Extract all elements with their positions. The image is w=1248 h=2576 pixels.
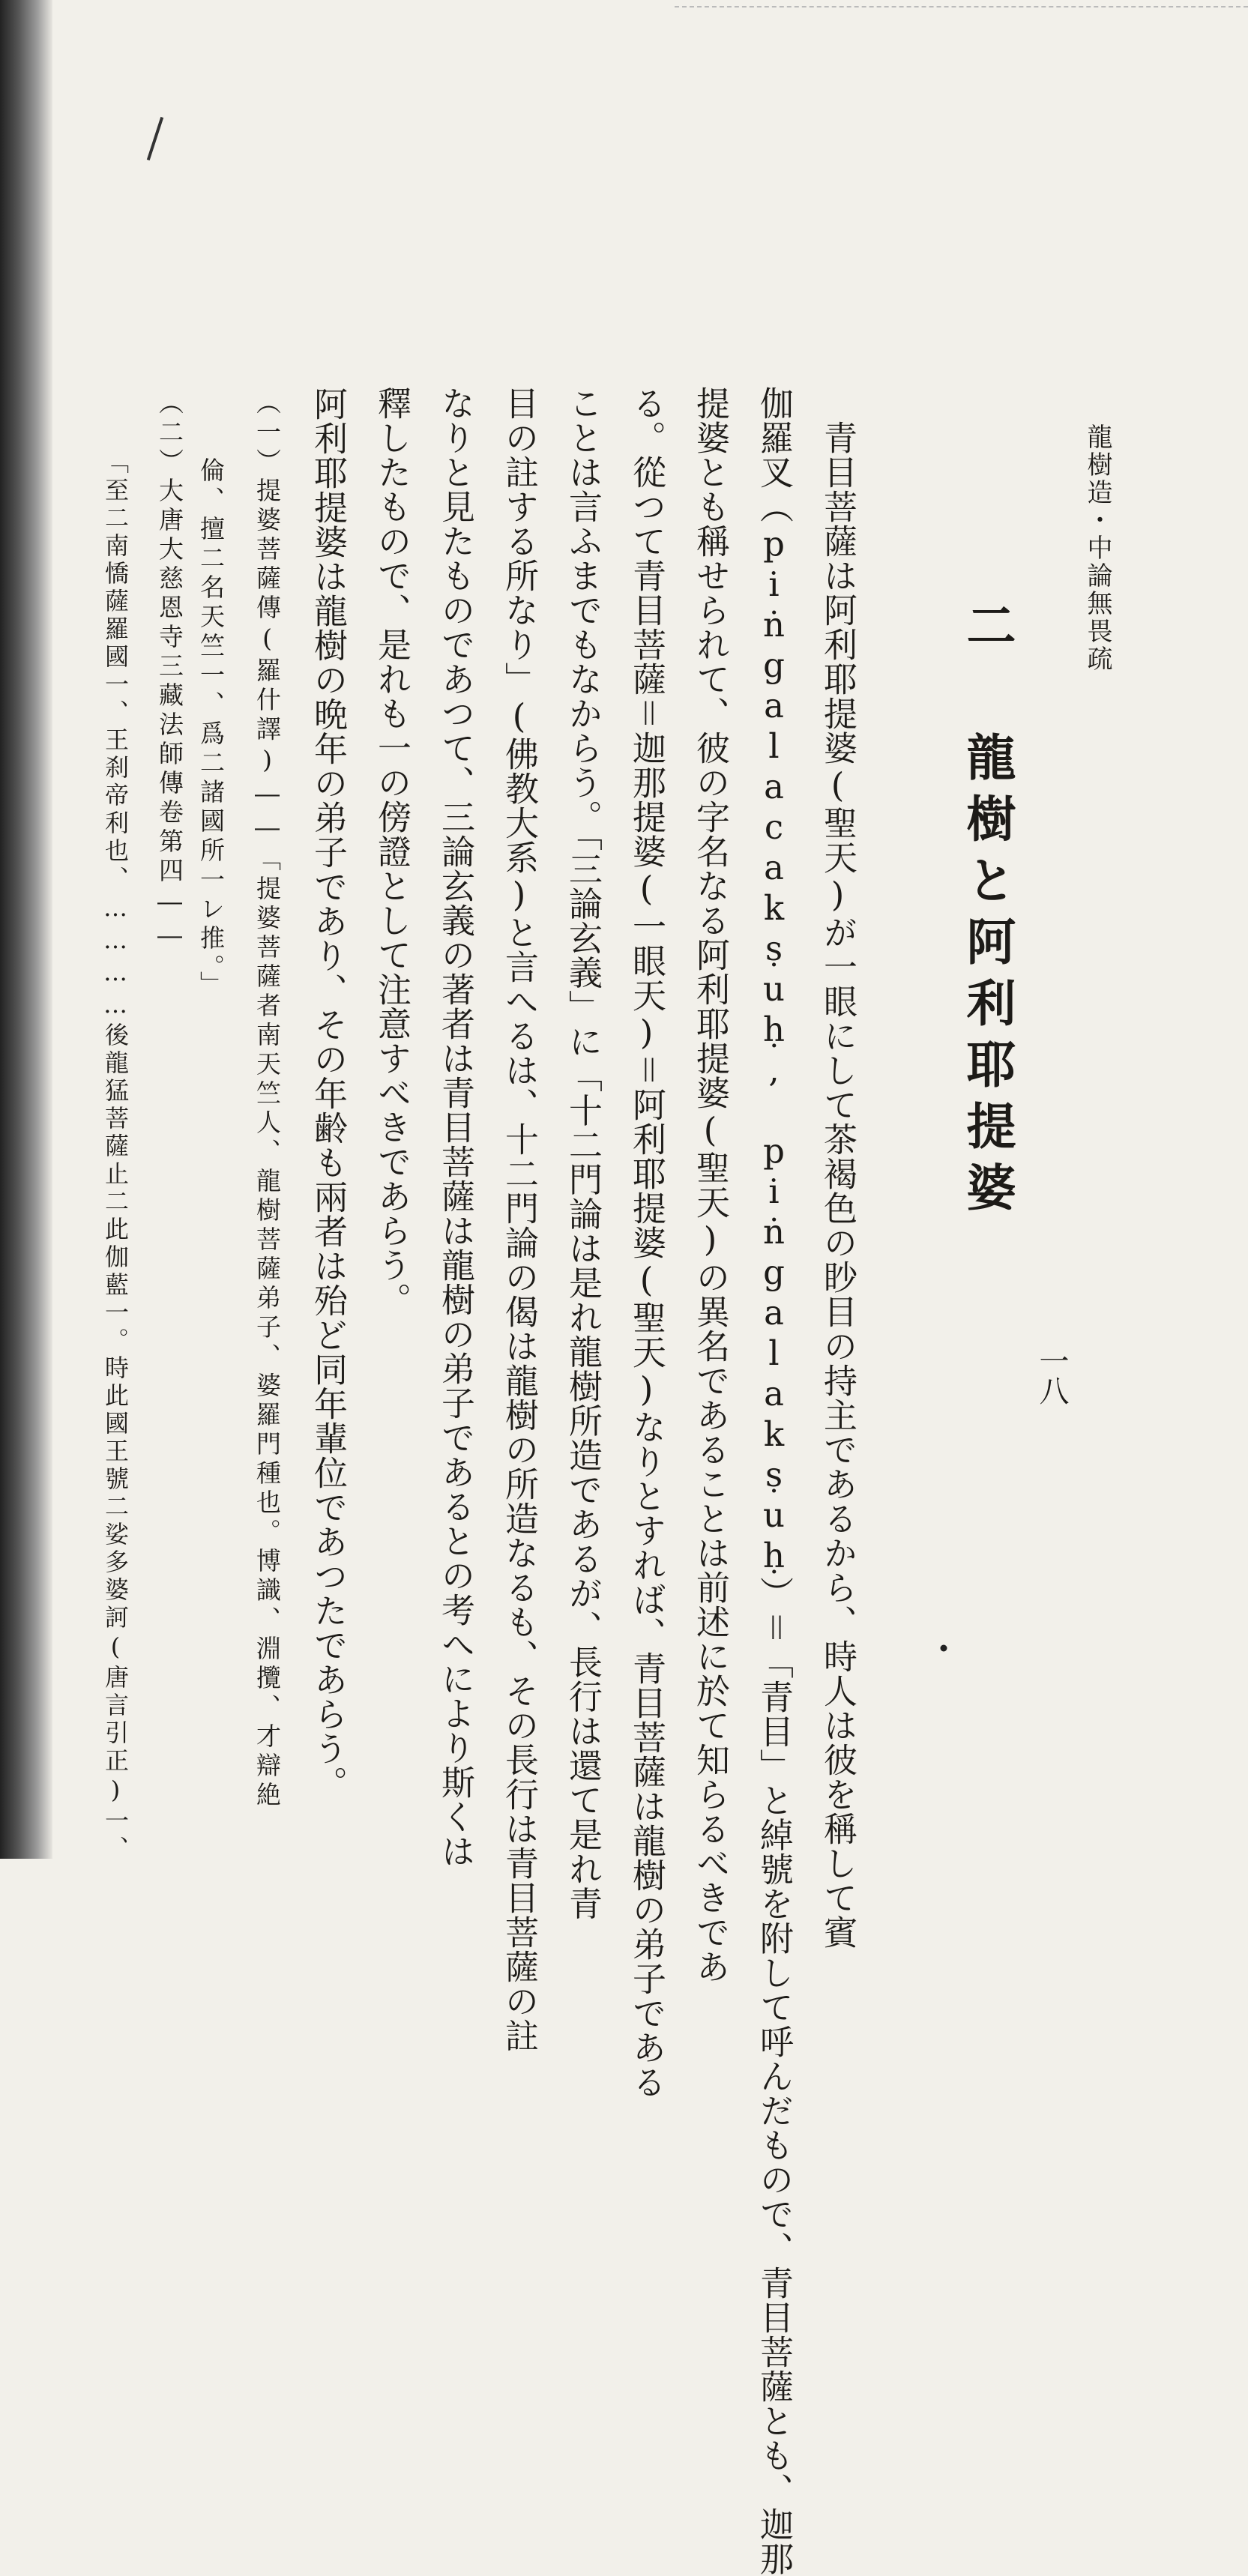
body-line: 青目菩薩は阿利耶提婆(聖天)が一眼にして茶褐色の眇目の持主であるから、時人は彼を稱して賓 (818, 386, 857, 1949)
pencil-mark (147, 117, 163, 160)
top-edge-line (675, 6, 1248, 15)
body-line: る。從つて青目菩薩＝迦那提婆(一眼天)＝阿利耶提婆(聖天)なりとすれば、青目菩薩は龍樹の弟子である (627, 386, 666, 2099)
footnote-line: （一）提婆菩薩傳(羅什譯)――「提婆菩薩者南天竺人、龍樹菩薩弟子、婆羅門種也。博識、淵攬、才辯絶 (253, 390, 282, 1811)
footnote-line: 倫、擅二名天竺一、爲二諸國所一レ推。」 (196, 457, 226, 1001)
body-line: ことは言ふまでもなからう。「三論玄義」に「十二門論は是れ龍樹所造であるが、長行は還て是れ青 (563, 386, 603, 1921)
body-line: 提婆とも稱せられて、彼の字名なる阿利耶提婆(聖天)の異名であることは前述に於て知らるべきであ (690, 386, 730, 1984)
page-number: 一八 (1034, 1345, 1069, 1405)
running-head: 龍樹造・中論無畏疏 (1082, 423, 1112, 673)
body-line: 目の註する所なり」(佛教大系)と言へるは、十二門論の偈は龍樹の所造なるも、その長行は青目菩薩の註 (499, 386, 539, 2053)
section-heading: 二 龍樹と阿利耶提婆 (958, 600, 1016, 1223)
body-line: 釋したもので、是れも一の傍證として注意すべきであらう。 (372, 386, 412, 1317)
footnote-line: 「至二南憍薩羅國一、王刹帝利也、…………後龍猛菩薩止二此伽藍一。時此國王號二娑多婆訶(唐言引正)一、 (101, 450, 130, 1863)
body-line: 伽羅叉（piṅgalacakṣuḥ, piṅgalakṣuḥ）＝「青目」と綽號を附して呼んだもので、青目菩薩とも、迦那 (754, 386, 794, 2576)
body-line: 阿利耶提婆は龍樹の晩年の弟子であり、その年齢も兩者は殆ど同年輩位であつたであらう。 (308, 352, 348, 1800)
body-line: なりと見たものであつて、三論玄義の著者は青目菩薩は龍樹の弟子であるとの考へにより斯くは (435, 386, 475, 1868)
page-binding-shadow (0, 0, 52, 1859)
footnote-line: （二）大唐大慈恩寺三藏法師傳卷第四―― (155, 390, 184, 954)
ink-dot (941, 1645, 947, 1652)
